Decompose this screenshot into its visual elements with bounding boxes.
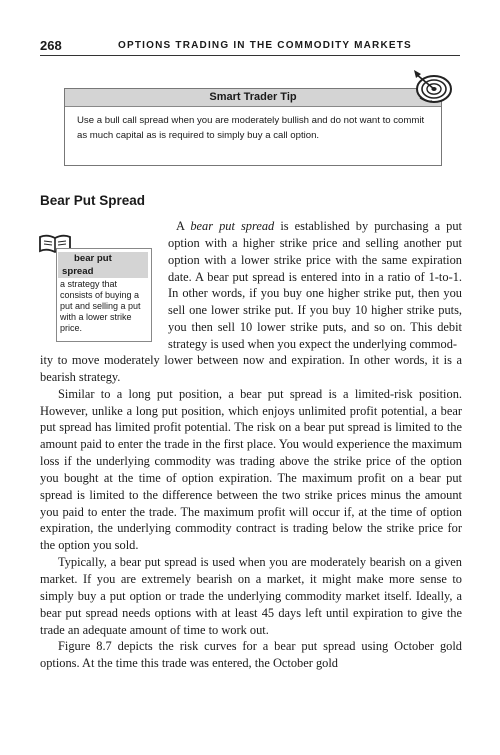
paragraph-1 [168, 218, 462, 353]
sidebar-term: bear put spread [58, 252, 148, 278]
tip-title: Smart Trader Tip [65, 89, 441, 107]
paragraph-1-lead: A [176, 219, 191, 233]
running-title: OPTIONS TRADING IN THE COMMODITY MARKETS [118, 40, 412, 51]
page-number: 268 [40, 38, 62, 53]
paragraph-3: Typically, a bear put spread is used when you are moderately bearish on a given market. If you are extremely bearish on a market, it might make more sense to simply buy a put option or trade the underlying commodity market itself. Ideally, a bear put spread needs options with at least 45 days left until expiration to give the trade an adequate amount of time to work out. [40, 555, 462, 637]
paragraph-1-body: is established by purchasing a put option with a higher strike price and selling another put option with a lower strike price with the same expiration date. A bear put spread is entered into in a ratio of 1-to-1. In other words, if you buy one higher strike put, then you sell one lower strike put. If you buy 10 higher strike puts, you then sell 10 lower strike puts, and so on. This debit strategy is used when you expect the underlying commod- [168, 219, 463, 351]
sidebar-definition: a strategy that consists of buying a put and selling a put with a lower strike price. [60, 279, 141, 333]
tip-text: Use a bull call spread when you are moderately bullish and do not want to commit as much capital as is required to simply buy a call option. [77, 115, 425, 141]
smart-trader-tip-box [64, 88, 442, 166]
paragraph-1-continued: ity to move moderately lower between now and expiration. In other words, it is a bearish strategy. [40, 353, 462, 384]
defined-term: bear put spread [190, 219, 275, 233]
paragraph-4: Figure 8.7 depicts the risk curves for a bear put spread using October gold options. At the time this trade was entered, the October gold [40, 639, 462, 671]
target-arrow-icon [410, 68, 454, 108]
header-rule [40, 55, 460, 56]
main-body [40, 352, 462, 672]
section-heading: Bear Put Spread [40, 193, 146, 208]
running-header [40, 38, 460, 54]
paragraph-2: Similar to a long put position, a bear put spread is a limited-risk position. However, unlike a long put position, which enjoys unlimited profit potential, a bear put spread has limited profit potential. The risk on a bear put spread is limited to the amount paid to enter the trade in the first place. You would experience the maximum loss if the underlying commodity was trading above the strike price of the option you bought at the time of option expiration. The maximum profit on a bear put spread is limited to the difference between the two strike prices minus the amount you paid to enter the trade. The maximum profit will occur if, at the time of option expiration, the underlying commodity contract is trading below the strike price for the option you sold. [40, 386, 462, 553]
